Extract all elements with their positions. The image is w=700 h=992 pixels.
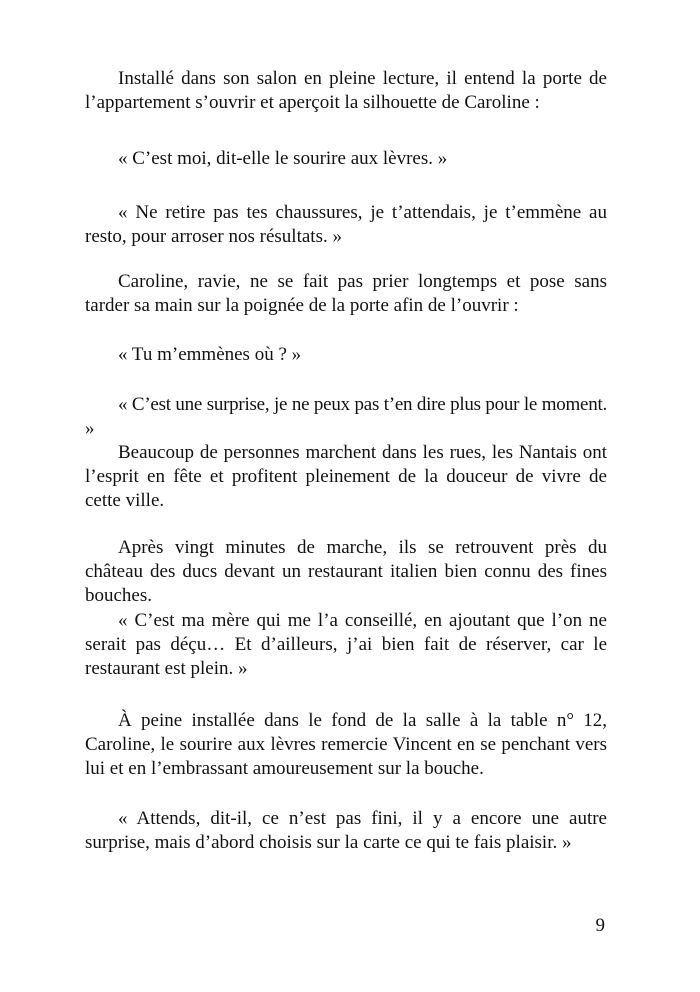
- paragraph: « Tu m’emmènes où ? »: [118, 344, 302, 365]
- paragraph: « Attends, dit-il, ce n’est pas fini, il y a encore une autre surprise, mais d’abord choisis sur la carte ce qui te fais plaisir. »: [85, 808, 607, 853]
- paragraph: Après vingt minutes de marche, ils se retrouvent près du château des ducs devant un restaurant italien bien connu des fines bouches.: [85, 537, 607, 606]
- paragraph: Installé dans son salon en pleine lecture, il entend la porte de l’appartement s’ouvrir et aperçoit la silhouette de Caroline :: [85, 68, 607, 113]
- paragraph: Caroline, ravie, ne se fait pas prier longtemps et pose sans tarder sa main sur la poignée de la porte afin de l’ouvrir :: [85, 271, 607, 316]
- paragraph: « Ne retire pas tes chaussures, je t’attendais, je t’emmène au resto, pour arroser nos résultats. »: [85, 202, 607, 247]
- page-number: 9: [595, 915, 605, 936]
- paragraph: « C’est ma mère qui me l’a conseillé, en ajoutant que l’on ne serait pas déçu… Et d’ailleurs, j’ai bien fait de réserver, car le restaurant est plein. »: [85, 610, 607, 679]
- paragraph: « C’est une surprise, je ne peux pas t’en dire plus pour le moment. »: [85, 394, 607, 439]
- paragraph: À peine installée dans le fond de la salle à la table n° 12, Caroline, le sourire aux lèvres remercie Vincent en se penchant vers lui et en l’embrassant amoureusement sur la bouche.: [85, 710, 607, 779]
- paragraph: Beaucoup de personnes marchent dans les rues, les Nantais ont l’esprit en fête et profitent pleinement de la douceur de vivre de cette ville.: [85, 442, 607, 511]
- paragraph: « C’est moi, dit-elle le sourire aux lèvres. »: [118, 148, 448, 169]
